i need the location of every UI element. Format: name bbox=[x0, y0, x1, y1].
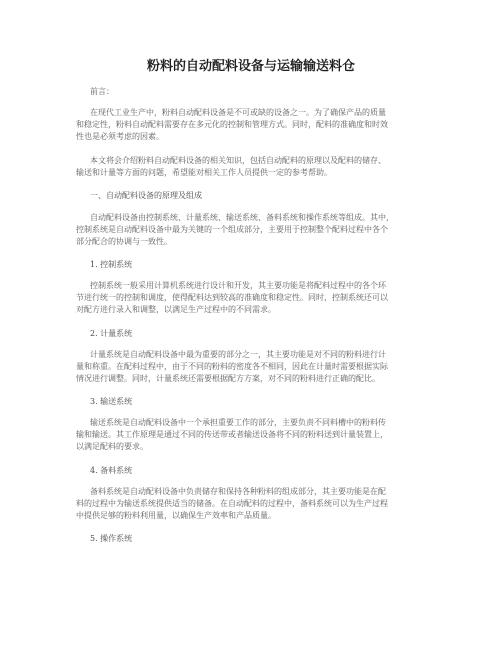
subheading-control bbox=[76, 259, 426, 271]
subheading-conveying bbox=[76, 396, 426, 408]
paragraph-stock bbox=[76, 486, 426, 522]
paragraph-purpose bbox=[76, 155, 426, 179]
text-line: 量和称重。在配料过程中，由于不同的粉料的密度各不相同，因此在计量时需要根据实际 bbox=[76, 362, 388, 371]
text-line: 本文将会介绍粉料自动配料设备的相关知识，包括自动配料的原理以及配料的储存、 bbox=[90, 156, 386, 165]
text-line: 在现代工业生产中，粉料自动配料设备是不可或缺的设备之一。为了确保产品的质量 bbox=[90, 108, 386, 117]
text-line: 情况进行调整。同时，计量系统还需要根据配方方案，对不同的粉料进行正确的配比。 bbox=[76, 374, 380, 383]
preface-label bbox=[76, 86, 426, 98]
text-line: 料的过程中为输送系统提供适当的储备。在自动配料的过程中，备料系统可以为生产过程 bbox=[76, 499, 388, 508]
text-line: 前言： bbox=[90, 87, 114, 96]
text-line: 对配方进行录入和调整，以满足生产过程中的不同需求。 bbox=[76, 305, 276, 314]
text-line: 控制系统一般采用计算机系统进行设计和开发，其主要功能是将配料过程中的各个环 bbox=[90, 281, 386, 290]
paragraph-metering bbox=[76, 349, 426, 385]
paragraph-intro bbox=[76, 107, 426, 143]
section-heading-text: 一、自动配料设备的原理及组成 bbox=[90, 191, 202, 200]
text-line: 输和输送。其工作原理是通过不同的传送带或者输送设备将不同的粉料送到计量装置上， bbox=[76, 430, 388, 439]
subheading-text: 4. 备料系统 bbox=[90, 466, 133, 475]
subheading-stock bbox=[76, 465, 426, 477]
text-line: 以满足配料的要求。 bbox=[76, 442, 148, 451]
paragraph-conveying bbox=[76, 417, 426, 453]
text-line: 输送系统是自动配料设备中一个承担重要工作的部分，主要负责不同料槽中的粉料传 bbox=[90, 418, 386, 427]
text-line: 和稳定性，粉料自动配料需要存在多元化的控制和管理方式。同时，配料的准确度和时效 bbox=[76, 120, 388, 129]
text-line: 节进行统一的控制和调度，使得配料达到较高的准确度和稳定性。同时，控制系统还可以 bbox=[76, 293, 388, 302]
text-line: 部分配合的协调与一致性。 bbox=[76, 237, 172, 246]
subheading-text: 1. 控制系统 bbox=[90, 260, 133, 269]
subheading-text: 3. 输送系统 bbox=[90, 397, 133, 406]
paragraph-control bbox=[76, 280, 426, 316]
subheading-metering bbox=[76, 328, 426, 340]
paragraph-composition bbox=[76, 212, 426, 248]
subheading-operation bbox=[76, 533, 426, 545]
subheading-text: 5. 操作系统 bbox=[90, 534, 133, 543]
text-line: 中提供足够的粉料利用量，以确保生产效率和产品质量。 bbox=[76, 511, 276, 520]
text-line: 自动配料设备由控制系统、计量系统、输送系统、备料系统和操作系统等组成。其中， bbox=[90, 213, 394, 222]
document-title: 粉料的自动配料设备与运输输送料仓 bbox=[146, 59, 355, 74]
section-heading-1 bbox=[76, 190, 426, 202]
subheading-text: 2. 计量系统 bbox=[90, 329, 133, 338]
text-line: 性也是必须考虑的因素。 bbox=[76, 132, 164, 141]
text-line: 输送和计量等方面的问题，希望能对相关工作人员提供一定的参考帮助。 bbox=[76, 168, 332, 177]
text-line: 控制系统是自动配料设备中最为关键的一个组成部分，主要用于控制整个配料过程中各个 bbox=[76, 225, 388, 234]
text-line: 计量系统是自动配料设备中最为重要的部分之一，其主要功能是对不同的粉料进行计 bbox=[90, 350, 386, 359]
text-line: 备料系统是自动配料设备中负责储存和保持各种粉料的组成部分，其主要功能是在配 bbox=[90, 487, 386, 496]
